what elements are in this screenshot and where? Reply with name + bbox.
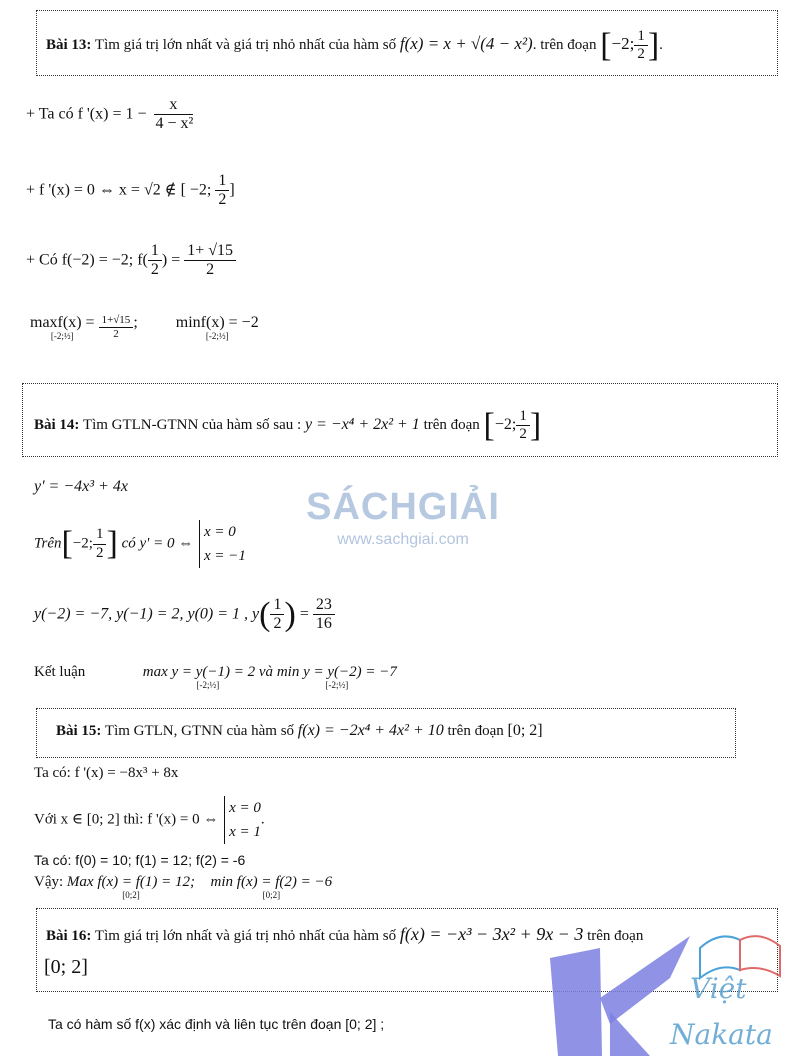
problem-14-values: y(−2) = −7, y(−1) = 2, y(0) = 1 , y( $\frac{1}{2}$ ) = $\frac{23}{16}$ [34,596,335,634]
problem-14-derivative: y' = −4x³ + 4x [34,478,128,495]
problem-13-statement: Bài 13: Tìm giá trị lớn nhất và giá trị nhỏ nhất của hàm số f(x) = x + √(4 − x²). trên đoạn [−2; $\frac{1}{2}$ ]. [46,26,663,64]
problem-15-result: Vậy: Max f(x) = f(1) = 12; [0;2] min f(x) = f(2) = −6 [0;2] [34,874,333,900]
problem-13-derivative: + Ta có f '(x) = 1 − $\frac{x}{\text{4 − x²}}$ [26,96,194,133]
problem-14-critical: Trên[−2; $\frac{1}{2}$ ] có y' = 0 ⇔ x = 0 x = −1 [34,520,246,568]
watermark-url: www.sachgiai.com [337,531,469,548]
problem-15-function: f(x) = −2x⁴ + 4x² + 10 [297,722,444,739]
problem-16-function: f(x) = −x³ − 3x² + 9x − 3 [399,924,584,944]
problem-15-statement [56,722,543,740]
problem-14-statement: Bài 14: Tìm GTLN-GTNN của hàm số sau : y = −x⁴ + 2x² + 1 trên đoạn [−2; $\frac{1}{2}$ ] [34,406,542,444]
problem-16-title: Bài 16: [46,928,92,944]
problem-15-title: Bài 15: [56,723,102,739]
problem-13-critical: + f '(x) = 0 ⇔ x = √2 ∉ [ −2; $\frac{1}{2}$ ] [26,172,235,209]
problem-13-title: Bài 13: [46,37,92,54]
logo-text-line1: Việt [690,972,747,1005]
watermark-logo-nakata [540,928,800,1056]
problem-15-derivative: Ta có: f '(x) = −8x³ + 8x [34,765,179,781]
problem-14-conclusion: Kết luận max y = y(−1) = 2 và [-2;½] min y = y(−2) = −7 [-2;½] [34,664,397,690]
problem-15-tail: trên đoạn [447,723,504,739]
problem-16-text: Tìm giá trị lớn nhất và giá trị nhỏ nhất của hàm số [94,928,397,944]
problem-14-function: y = −x⁴ + 2x² + 1 [304,416,420,434]
problem-13-interval-fraction: $\frac{1}{2}$ [634,28,648,64]
logo-text-line2: Nakata [670,1018,773,1051]
problem-13-result: maxf(x) = [-2;½] $\frac{1+√15}{2}$ ; minf(x) = −2 [-2;½] [30,314,259,341]
problem-13-function: f(x) = x + √(4 − x²) [399,34,533,54]
problem-14-title: Bài 14: [34,417,80,434]
problem-14-text: Tìm GTLN-GTNN của hàm số sau : [82,417,302,434]
problem-13-text: Tìm giá trị lớn nhất và giá trị nhỏ nhất của hàm số [94,37,397,54]
watermark-sachgiai [298,486,508,549]
problem-15-interval: [0; 2] [507,722,543,739]
problem-14-tail: trên đoạn [423,417,480,434]
problem-13-values: + Có f(−2) = −2; f( $\frac{1}{2}$ ) = $\frac{1+ √15}{2}$ [26,242,236,280]
problem-13-interval-left: −2; [611,34,635,54]
problem-15-critical: Với x ∈ [0; 2] thì: f '(x) = 0 ⇔ x = 0 x = 1 . [34,796,265,844]
problem-13-tail: . trên đoạn [532,37,597,54]
problem-16-interval: [0; 2] [44,956,88,978]
watermark-brand: SÁCHGIẢI [306,486,500,528]
problem-16-line1: Ta có hàm số f(x) xác định và liên tục trên đoạn [0; 2] ; [48,1016,385,1032]
problem-15-values: Ta có: f(0) = 10; f(1) = 12; f(2) = -6 [34,852,246,868]
problem-16-tail: trên đoạn [587,928,644,944]
problem-15-text: Tìm GTLN, GTNN của hàm số [104,723,295,739]
